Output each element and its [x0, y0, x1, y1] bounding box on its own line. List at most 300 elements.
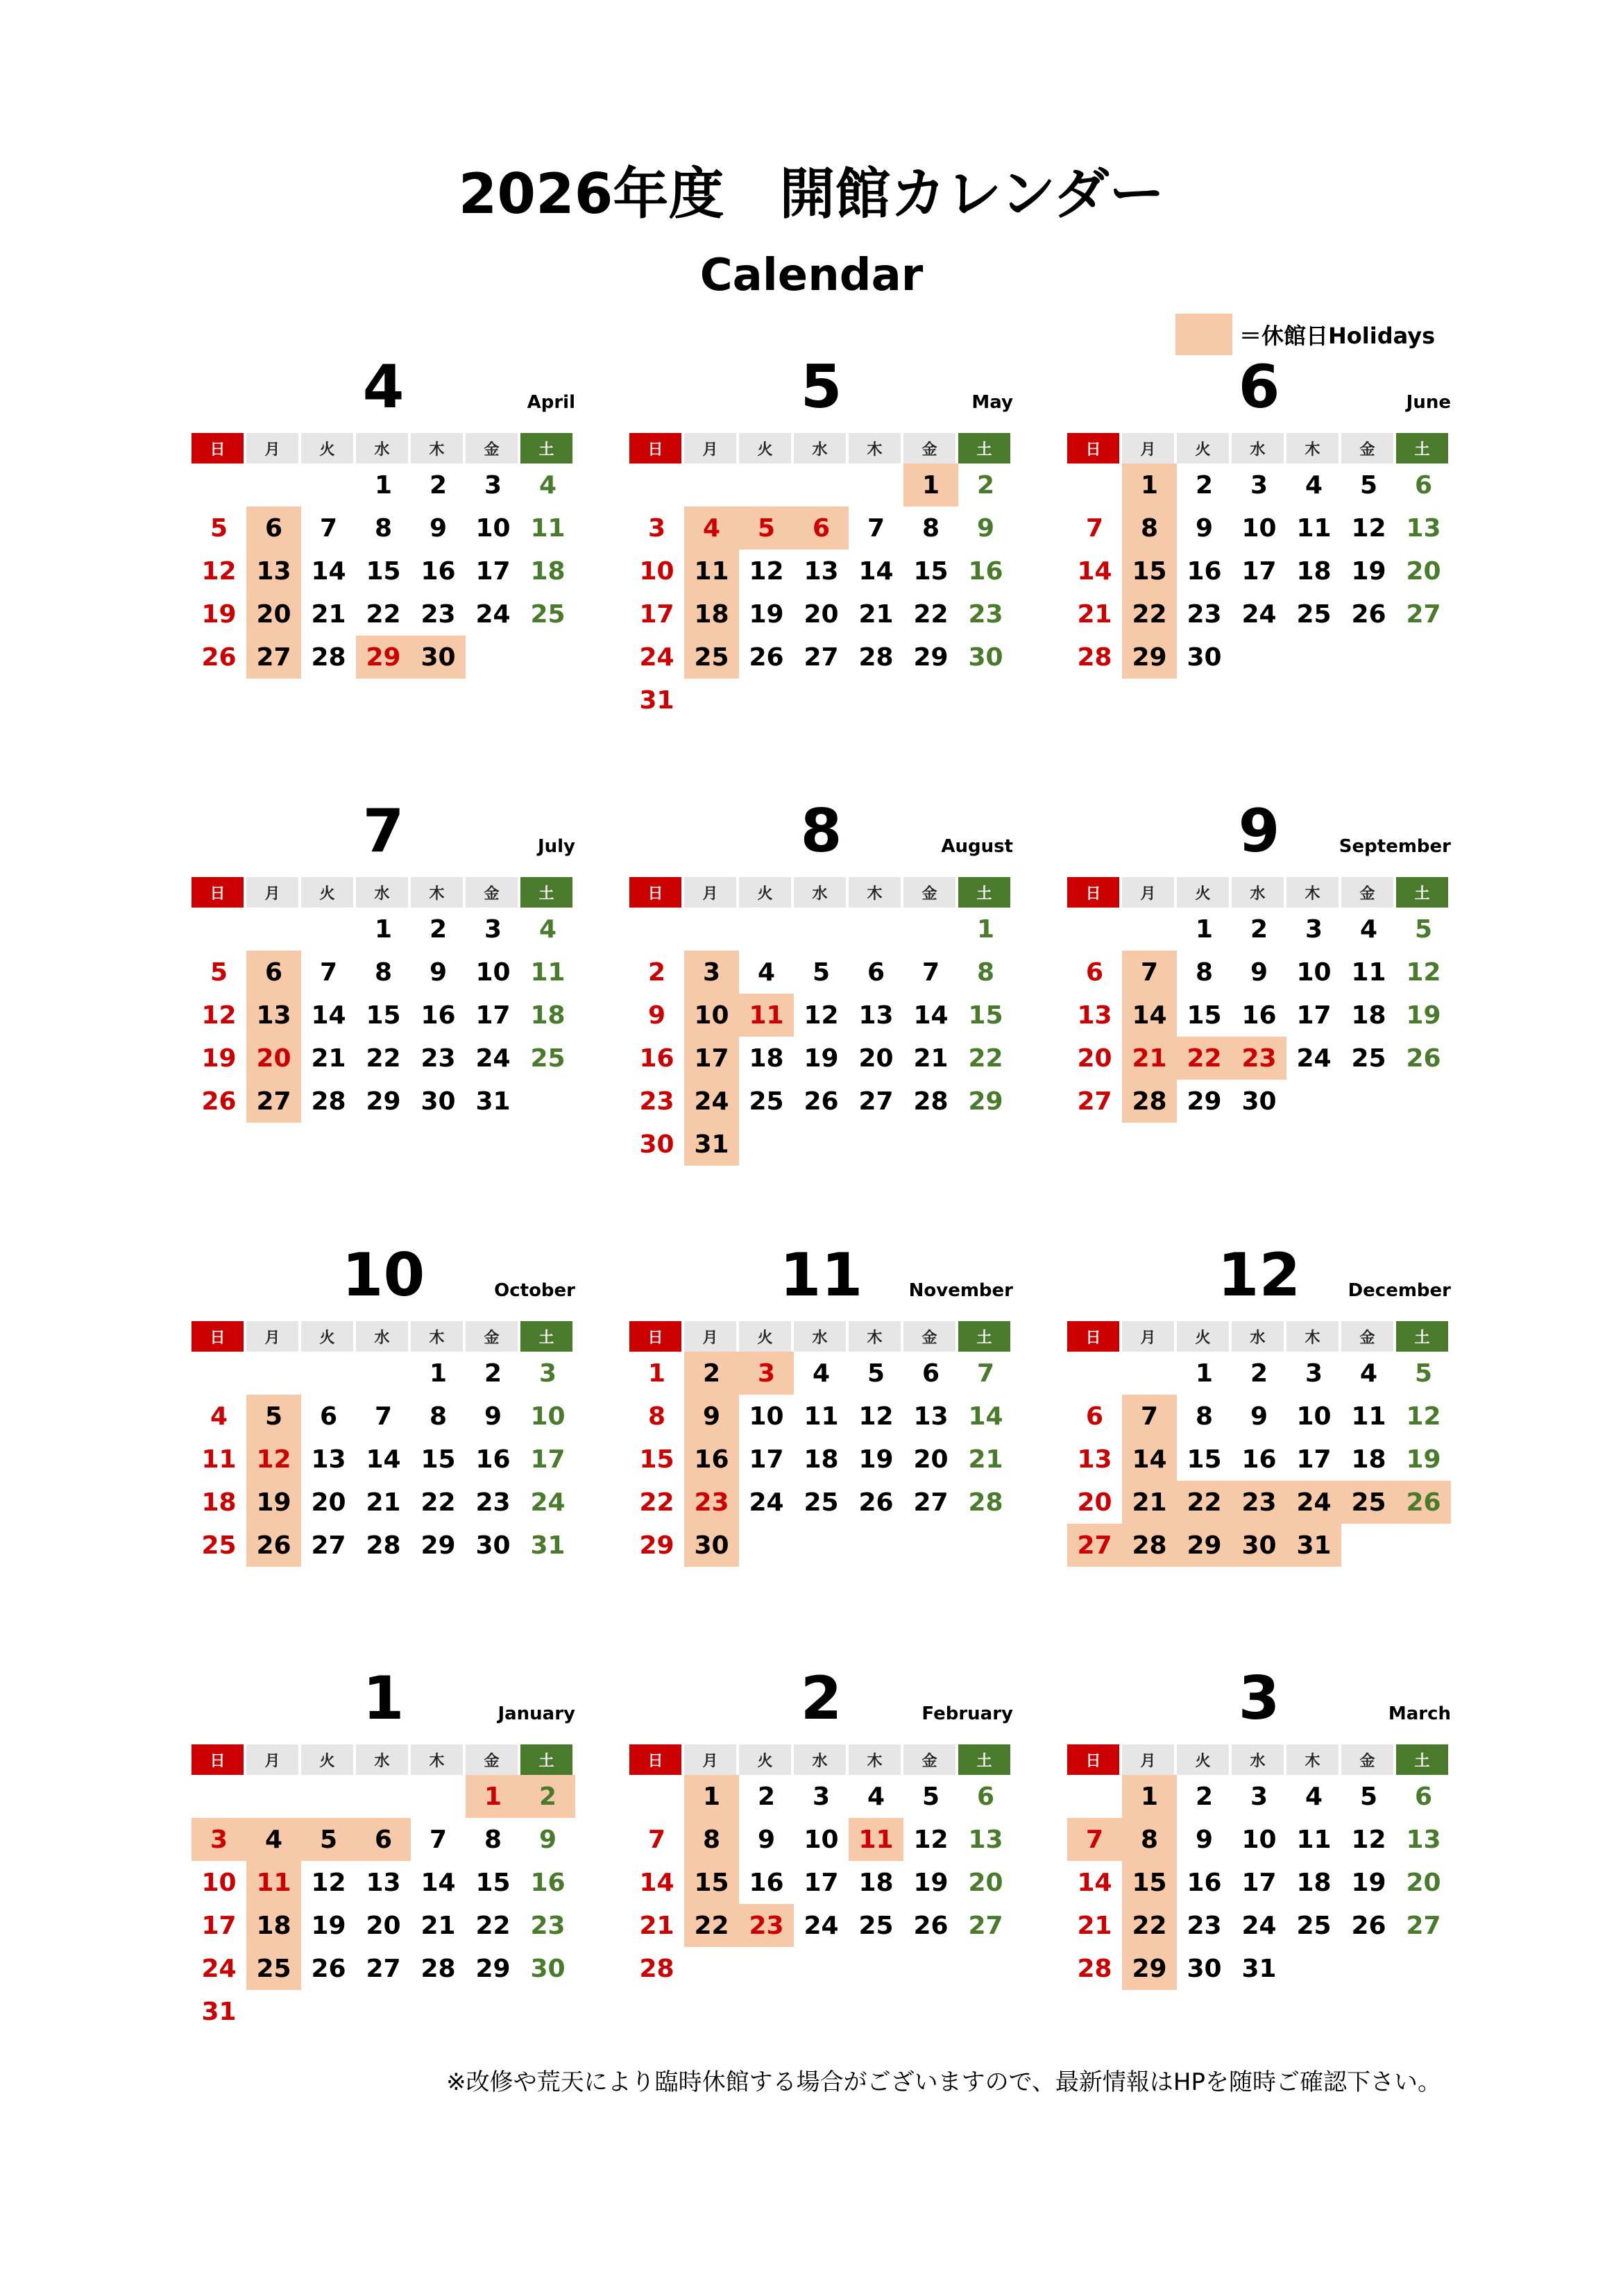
day-cell: 6 — [1085, 958, 1104, 987]
empty-cell — [629, 908, 684, 951]
empty-cell — [739, 908, 794, 951]
day-cell: 8 — [684, 1818, 739, 1861]
month-english-name: January — [498, 1703, 575, 1724]
day-cell: 8 — [374, 958, 393, 987]
weekday-label: 木 — [411, 1744, 463, 1775]
weekday-label: 土 — [1396, 433, 1448, 464]
empty-cell — [356, 1775, 411, 1818]
month-number: 7 — [362, 797, 405, 866]
day-cell: 12 — [804, 1001, 839, 1030]
week-row — [192, 994, 575, 1037]
month-english-name: October — [494, 1280, 575, 1301]
day-cell: 22 — [1177, 1481, 1232, 1524]
day-cell: 23 — [684, 1481, 739, 1524]
day-cell: 16 — [475, 1445, 511, 1474]
weekday-header — [192, 1744, 575, 1775]
weekday-header — [1067, 1321, 1451, 1352]
day-cell: 30 — [1187, 643, 1222, 672]
day-cell: 9 — [484, 1402, 502, 1431]
day-cell: 9 — [1195, 1825, 1214, 1854]
day-cell: 3 — [812, 1782, 831, 1811]
day-cell: 3 — [739, 1352, 794, 1395]
month-august — [629, 797, 1013, 1185]
day-cell: 3 — [484, 470, 502, 500]
day-cell: 3 — [1250, 1782, 1268, 1811]
empty-cell — [246, 1352, 301, 1395]
week-row — [1067, 1775, 1451, 1818]
week-row — [192, 1037, 575, 1080]
day-cell: 13 — [1077, 1445, 1112, 1474]
weekday-label: 火 — [1177, 1321, 1229, 1352]
weekday-label: 水 — [794, 877, 846, 908]
day-cell: 25 — [1296, 1911, 1332, 1940]
weekday-label: 月 — [1122, 877, 1174, 908]
day-cell: 18 — [1351, 1001, 1386, 1030]
week-row — [629, 1352, 1013, 1395]
empty-cell — [903, 1524, 958, 1567]
weekday-label: 水 — [794, 1744, 846, 1775]
day-cell: 11 — [1351, 958, 1386, 987]
day-cell: 25 — [1296, 599, 1332, 629]
day-cell: 22 — [968, 1044, 1003, 1073]
day-cell: 1 — [903, 464, 958, 507]
day-cell: 14 — [420, 1868, 456, 1897]
day-cell: 5 — [1414, 1359, 1433, 1388]
day-cell: 12 — [1351, 513, 1386, 543]
empty-cell — [1396, 636, 1451, 679]
day-cell: 16 — [530, 1868, 566, 1897]
month-january — [192, 1664, 575, 2052]
day-cell: 24 — [684, 1080, 739, 1123]
empty-cell — [1122, 1352, 1177, 1395]
day-cell: 23 — [475, 1488, 511, 1517]
empty-cell — [958, 679, 1013, 722]
weekday-label: 火 — [739, 1321, 791, 1352]
day-cell: 2 — [1195, 1782, 1214, 1811]
weekday-label: 火 — [301, 433, 353, 464]
week-row — [629, 593, 1013, 636]
weekday-label: 火 — [739, 433, 791, 464]
weekday-label: 水 — [1232, 1321, 1284, 1352]
empty-cell — [411, 1775, 466, 1818]
day-cell: 18 — [1351, 1445, 1386, 1474]
day-cell: 26 — [201, 1087, 237, 1116]
weekday-label: 土 — [1396, 1321, 1448, 1352]
week-row — [1067, 1438, 1451, 1481]
day-cell: 11 — [1296, 1825, 1332, 1854]
month-number: 5 — [800, 352, 842, 422]
day-cell: 31 — [1286, 1524, 1341, 1567]
day-cell: 18 — [1296, 1868, 1332, 1897]
weekday-label: 土 — [1396, 877, 1448, 908]
day-cell: 22 — [366, 599, 401, 629]
day-cell: 6 — [921, 1359, 940, 1388]
page-subtitle: Calendar — [699, 250, 924, 301]
day-cell: 7 — [921, 958, 940, 987]
month-grid — [192, 1321, 575, 1567]
weekday-label: 土 — [958, 877, 1010, 908]
month-number: 8 — [800, 797, 842, 866]
day-cell: 19 — [913, 1868, 949, 1897]
week-row — [192, 464, 575, 507]
day-cell: 27 — [913, 1488, 949, 1517]
day-cell: 9 — [647, 1001, 666, 1030]
empty-cell — [1396, 1080, 1451, 1123]
week-row — [192, 1481, 575, 1524]
day-cell: 7 — [319, 513, 338, 543]
empty-cell — [1067, 908, 1122, 951]
day-cell: 1 — [466, 1775, 520, 1818]
month-march — [1067, 1664, 1451, 2052]
day-cell: 27 — [246, 636, 301, 679]
day-cell: 24 — [475, 599, 511, 629]
day-cell: 20 — [366, 1911, 401, 1940]
empty-cell — [739, 679, 794, 722]
empty-cell — [958, 1947, 1013, 1990]
day-cell: 4 — [1305, 470, 1323, 500]
week-row — [192, 1352, 575, 1395]
weekday-label: 月 — [1122, 1321, 1174, 1352]
day-cell: 3 — [684, 951, 739, 994]
day-cell: 19 — [804, 1044, 839, 1073]
day-cell: 12 — [201, 1001, 237, 1030]
empty-cell — [520, 636, 575, 679]
week-row — [192, 1818, 575, 1861]
day-cell: 4 — [812, 1359, 831, 1388]
weekday-header — [192, 1321, 575, 1352]
day-cell: 23 — [1232, 1481, 1286, 1524]
empty-cell — [1232, 636, 1286, 679]
day-cell: 4 — [538, 470, 557, 500]
day-cell: 17 — [1296, 1445, 1332, 1474]
weekday-label: 木 — [411, 1321, 463, 1352]
day-cell: 20 — [804, 599, 839, 629]
day-cell: 23 — [1187, 1911, 1222, 1940]
empty-cell — [739, 464, 794, 507]
week-row — [629, 1904, 1013, 1947]
empty-cell — [794, 679, 849, 722]
month-grid — [1067, 877, 1451, 1123]
empty-cell — [192, 1352, 246, 1395]
day-cell: 27 — [804, 643, 839, 672]
weekday-label: 日 — [629, 877, 681, 908]
day-cell: 26 — [858, 1488, 894, 1517]
day-cell: 2 — [1195, 470, 1214, 500]
week-row — [192, 1395, 575, 1438]
day-cell: 17 — [530, 1445, 566, 1474]
day-cell: 14 — [858, 556, 894, 586]
day-cell: 26 — [1396, 1481, 1451, 1524]
empty-cell — [794, 1123, 849, 1166]
month-july — [192, 797, 575, 1185]
day-cell: 24 — [475, 1044, 511, 1073]
empty-cell — [739, 1123, 794, 1166]
weekday-label: 土 — [958, 1321, 1010, 1352]
day-cell: 27 — [1406, 1911, 1441, 1940]
day-cell: 15 — [639, 1445, 674, 1474]
weekday-label: 火 — [301, 877, 353, 908]
day-cell: 8 — [484, 1825, 502, 1854]
weekday-label: 日 — [1067, 1321, 1119, 1352]
legend-swatch — [1175, 314, 1232, 355]
day-cell: 25 — [1351, 1044, 1386, 1073]
week-row — [192, 550, 575, 593]
day-cell: 15 — [1122, 1861, 1177, 1904]
day-cell: 6 — [356, 1818, 411, 1861]
week-row — [629, 994, 1013, 1037]
day-cell: 29 — [1122, 636, 1177, 679]
day-cell: 11 — [530, 513, 566, 543]
day-cell: 2 — [429, 915, 448, 944]
day-cell: 10 — [1296, 1402, 1332, 1431]
day-cell: 7 — [1122, 1395, 1177, 1438]
day-cell: 6 — [794, 507, 849, 550]
day-cell: 11 — [1296, 513, 1332, 543]
day-cell: 22 — [1122, 593, 1177, 636]
day-cell: 5 — [1359, 1782, 1378, 1811]
weekday-label: 金 — [1341, 1744, 1393, 1775]
day-cell: 24 — [1241, 599, 1277, 629]
day-cell: 30 — [530, 1954, 566, 1983]
day-cell: 24 — [1241, 1911, 1277, 1940]
weekday-label: 日 — [192, 433, 244, 464]
empty-cell — [739, 1947, 794, 1990]
week-row — [629, 1861, 1013, 1904]
month-grid — [629, 877, 1013, 1166]
day-cell: 25 — [749, 1087, 784, 1116]
day-cell: 22 — [639, 1488, 674, 1517]
week-row — [192, 1861, 575, 1904]
day-cell: 1 — [976, 915, 995, 944]
day-cell: 25 — [858, 1911, 894, 1940]
empty-cell — [958, 1123, 1013, 1166]
day-cell: 23 — [420, 1044, 456, 1073]
day-cell: 22 — [913, 599, 949, 629]
empty-cell — [192, 464, 246, 507]
day-cell: 11 — [739, 994, 794, 1037]
day-cell: 22 — [475, 1911, 511, 1940]
day-cell: 5 — [1414, 915, 1433, 944]
day-cell: 22 — [1177, 1037, 1232, 1080]
day-cell: 7 — [429, 1825, 448, 1854]
day-cell: 27 — [858, 1087, 894, 1116]
day-cell: 20 — [913, 1445, 949, 1474]
day-cell: 21 — [1122, 1037, 1177, 1080]
day-cell: 1 — [1195, 915, 1214, 944]
day-cell: 18 — [246, 1904, 301, 1947]
week-row — [629, 1123, 1013, 1166]
day-cell: 18 — [684, 593, 739, 636]
day-cell: 13 — [913, 1402, 949, 1431]
day-cell: 12 — [1406, 958, 1441, 987]
day-cell: 27 — [968, 1911, 1003, 1940]
day-cell: 28 — [311, 643, 346, 672]
weekday-label: 土 — [520, 877, 572, 908]
day-cell: 9 — [538, 1825, 557, 1854]
month-number: 6 — [1238, 352, 1280, 422]
day-cell: 12 — [749, 556, 784, 586]
month-english-name: December — [1348, 1280, 1451, 1301]
day-cell: 8 — [976, 958, 995, 987]
day-cell: 22 — [684, 1904, 739, 1947]
day-cell: 25 — [684, 636, 739, 679]
week-row — [1067, 550, 1451, 593]
weekday-label: 月 — [1122, 433, 1174, 464]
week-row — [629, 679, 1013, 722]
day-cell: 13 — [366, 1868, 401, 1897]
day-cell: 21 — [420, 1911, 456, 1940]
day-cell: 30 — [684, 1524, 739, 1567]
day-cell: 17 — [1296, 1001, 1332, 1030]
month-september — [1067, 797, 1451, 1185]
empty-cell — [684, 464, 739, 507]
day-cell: 28 — [420, 1954, 456, 1983]
day-cell: 20 — [246, 1037, 301, 1080]
day-cell: 10 — [804, 1825, 839, 1854]
weekday-label: 火 — [739, 877, 791, 908]
day-cell: 12 — [858, 1402, 894, 1431]
day-cell: 19 — [1351, 556, 1386, 586]
week-row — [629, 464, 1013, 507]
weekday-header — [1067, 1744, 1451, 1775]
day-cell: 17 — [639, 599, 674, 629]
weekday-label: 火 — [739, 1744, 791, 1775]
day-cell: 7 — [374, 1402, 393, 1431]
week-row — [1067, 1904, 1451, 1947]
weekday-label: 火 — [1177, 1744, 1229, 1775]
week-row — [1067, 1481, 1451, 1524]
day-cell: 26 — [913, 1911, 949, 1940]
month-grid — [629, 1321, 1013, 1567]
day-cell: 22 — [1122, 1904, 1177, 1947]
day-cell: 19 — [201, 1044, 237, 1073]
day-cell: 16 — [639, 1044, 674, 1073]
weekday-label: 日 — [192, 1744, 244, 1775]
day-cell: 26 — [311, 1954, 346, 1983]
day-cell: 19 — [1351, 1868, 1386, 1897]
day-cell: 13 — [968, 1825, 1003, 1854]
day-cell: 25 — [201, 1531, 237, 1560]
day-cell: 29 — [968, 1087, 1003, 1116]
day-cell: 2 — [429, 470, 448, 500]
month-english-name: July — [537, 836, 575, 857]
month-number: 3 — [1238, 1664, 1280, 1733]
day-cell: 28 — [366, 1531, 401, 1560]
empty-cell — [1286, 1947, 1341, 1990]
empty-cell — [1341, 1080, 1396, 1123]
day-cell: 14 — [366, 1445, 401, 1474]
day-cell: 2 — [976, 470, 995, 500]
day-cell: 5 — [867, 1359, 885, 1388]
day-cell: 11 — [684, 550, 739, 593]
day-cell: 20 — [246, 593, 301, 636]
day-cell: 27 — [1077, 1087, 1112, 1116]
week-row — [192, 1775, 575, 1818]
month-english-name: February — [921, 1703, 1013, 1724]
week-row — [629, 951, 1013, 994]
day-cell: 30 — [639, 1130, 674, 1159]
week-row — [1067, 1080, 1451, 1123]
day-cell: 3 — [484, 915, 502, 944]
month-december — [1067, 1241, 1451, 1629]
day-cell: 15 — [366, 1001, 401, 1030]
weekday-label: 火 — [1177, 433, 1229, 464]
week-row — [1067, 636, 1451, 679]
weekday-label: 金 — [903, 1744, 955, 1775]
month-grid — [629, 1744, 1013, 1990]
month-october — [192, 1241, 575, 1629]
day-cell: 1 — [1122, 464, 1177, 507]
month-number: 1 — [362, 1664, 405, 1733]
day-cell: 10 — [475, 958, 511, 987]
day-cell: 23 — [968, 599, 1003, 629]
day-cell: 14 — [1122, 1438, 1177, 1481]
day-cell: 23 — [530, 1911, 566, 1940]
month-number: 2 — [800, 1664, 842, 1733]
day-cell: 28 — [639, 1954, 674, 1983]
weekday-label: 土 — [520, 433, 572, 464]
week-row — [629, 636, 1013, 679]
day-cell: 29 — [913, 643, 949, 672]
empty-cell — [301, 1352, 356, 1395]
month-number: 4 — [362, 352, 405, 422]
day-cell: 20 — [1406, 1868, 1441, 1897]
empty-cell — [958, 1524, 1013, 1567]
day-cell: 14 — [639, 1868, 674, 1897]
day-cell: 29 — [420, 1531, 456, 1560]
day-cell: 3 — [1250, 470, 1268, 500]
day-cell: 3 — [1305, 915, 1323, 944]
day-cell: 13 — [858, 1001, 894, 1030]
weekday-label: 水 — [356, 1321, 408, 1352]
day-cell: 30 — [420, 1087, 456, 1116]
day-cell: 27 — [311, 1531, 346, 1560]
weekday-label: 月 — [246, 877, 298, 908]
month-english-name: September — [1339, 836, 1451, 857]
weekday-label: 木 — [849, 433, 901, 464]
day-cell: 19 — [1406, 1445, 1441, 1474]
day-cell: 1 — [1122, 1775, 1177, 1818]
weekday-label: 木 — [1286, 1321, 1339, 1352]
day-cell: 17 — [749, 1445, 784, 1474]
day-cell: 6 — [246, 951, 301, 994]
day-cell: 1 — [374, 470, 393, 500]
weekday-label: 金 — [903, 433, 955, 464]
empty-cell — [849, 679, 903, 722]
empty-cell — [1122, 908, 1177, 951]
weekday-label: 金 — [1341, 1321, 1393, 1352]
month-grid — [1067, 433, 1451, 679]
day-cell: 15 — [420, 1445, 456, 1474]
weekday-label: 日 — [192, 1321, 244, 1352]
week-row — [192, 951, 575, 994]
day-cell: 8 — [429, 1402, 448, 1431]
day-cell: 16 — [749, 1868, 784, 1897]
day-cell: 25 — [530, 1044, 566, 1073]
day-cell: 8 — [921, 513, 940, 543]
day-cell: 15 — [1122, 550, 1177, 593]
day-cell: 11 — [246, 1861, 301, 1904]
day-cell: 6 — [1085, 1402, 1104, 1431]
week-row — [629, 1818, 1013, 1861]
empty-cell — [903, 679, 958, 722]
day-cell: 12 — [311, 1868, 346, 1897]
month-grid — [1067, 1321, 1451, 1567]
weekday-label: 水 — [356, 1744, 408, 1775]
day-cell: 17 — [201, 1911, 237, 1940]
weekday-label: 日 — [1067, 877, 1119, 908]
day-cell: 31 — [639, 686, 674, 715]
